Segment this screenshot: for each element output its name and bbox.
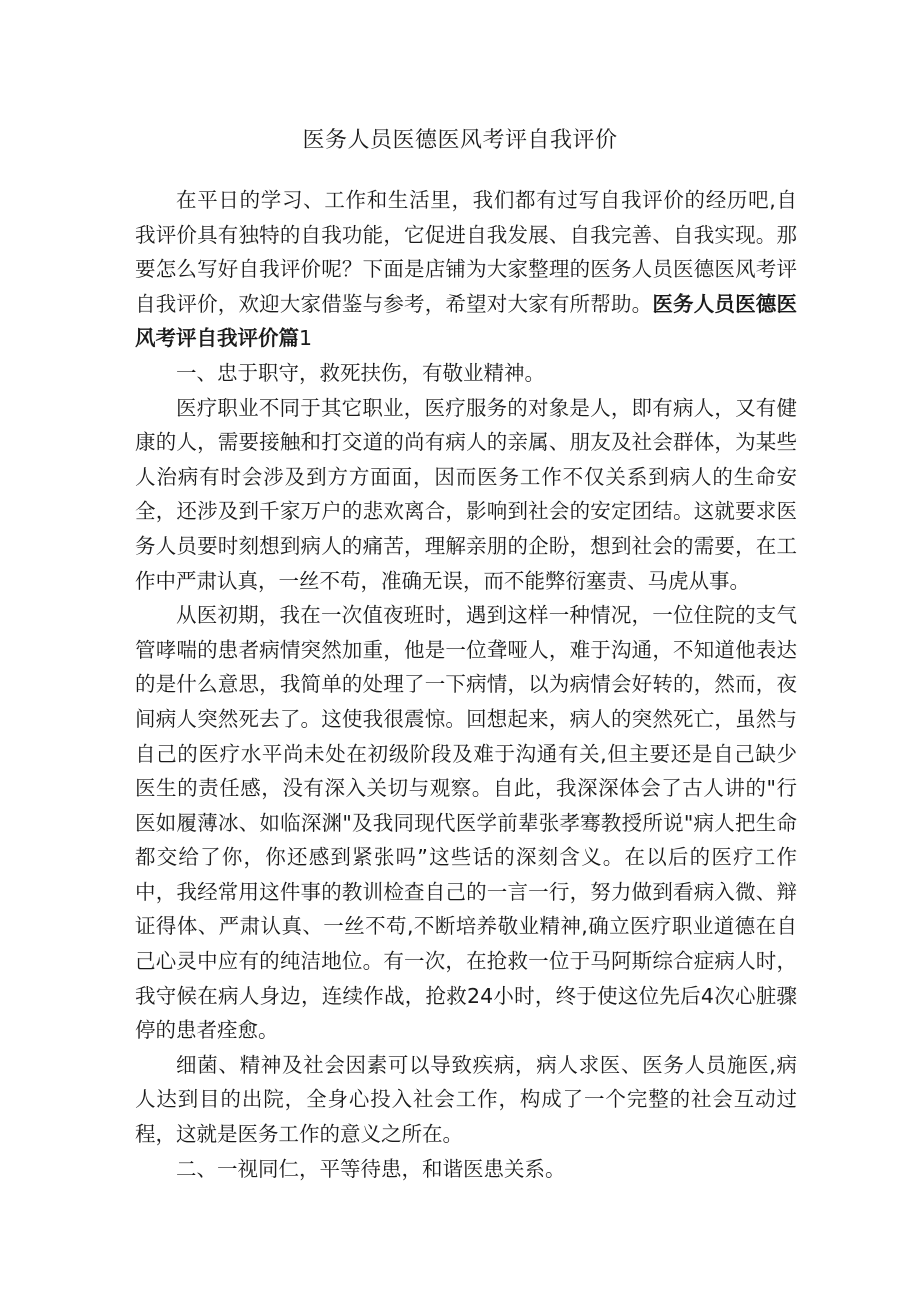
paragraph: 从医初期，我在一次值夜班时，遇到这样一种情况，一位住院的支气管哮喘的患者病情突然加重，他是一位聋哑人，难于沟通，不知道他表达的是什么意思，我简单的处理了一下病情，以为病情会好转的，然而，夜间病人突然死去了。这使我很震惊。回想起来，病人的突然死亡，虽然与自己的医疗水平尚未处在初级阶段及难于沟通有关,但主要还是自己缺少医生的责任感，没有深入关切与观察。自此，我深深体会了古人讲的"行医如履薄冰、如临深渊"及我同现代医学前辈张孝骞教授所说"病人把生命都交给了你，你还感到紧张吗”这些话的深刻含义。在以后的医疗工作中，我经常用这件事的教训检查自己的一言一行，努力做到看病入微、辩证得体、严肃认真、一丝不苟,不断培养敬业精神,确立医疗职业道德在自己心灵中应有的纯洁地位。有一次，在抢救一位于马阿斯综合症病人时，我守候在病人身边，连续作战，抢救24小时，终于使这位先后4次心脏骤停的患者痊愈。 <box>135 603 797 1043</box>
paragraph: 细菌、精神及社会因素可以导致疾病，病人求医、医务人员施医,病人达到目的出院，全身心投入社会工作，构成了一个完整的社会互动过程，这就是医务工作的意义之所在。 <box>135 1052 797 1147</box>
section-heading: 医务人员医德医风考评自我评价篇 <box>135 291 798 351</box>
document-body <box>135 183 797 1186</box>
heading-point-one: 一、忠于职守，救死扶伤，有敬业精神。 <box>176 360 545 385</box>
section-number: 1 <box>299 326 313 351</box>
paragraph: 医疗职业不同于其它职业，医疗服务的对象是人，即有病人，又有健康的人，需要接触和打交道的尚有病人的亲属、朋友及社会群体，为某些人治病有时会涉及到方方面面，因而医务工作不仅关系到病人的生命安全，还涉及到千家万户的悲欢离合，影响到社会的安定团结。这就要求医务人员要时刻想到病人的痛苦，理解亲朋的企盼，想到社会的需要，在工作中严肃认真，一丝不苟，准确无误，而不能弊衍塞责、马虎从事。 <box>135 395 797 593</box>
heading-point-two: 二、一视同仁，平等待患，和谐医患关系。 <box>176 1156 566 1181</box>
intro-text: 在平日的学习、工作和生活里，我们都有过写自我评价的经历吧,自我评价具有独特的自我功能，它促进自我发展、自我完善、自我实现。那要怎么写好自我评价呢？下面是店铺为大家整理的医务人员医德医风考评自我评价，欢迎大家借鉴与参考，希望对大家有所帮助。 <box>135 188 797 316</box>
intro-paragraph <box>135 183 797 356</box>
document-title: 医务人员医德医风考评自我评价 <box>302 128 618 153</box>
